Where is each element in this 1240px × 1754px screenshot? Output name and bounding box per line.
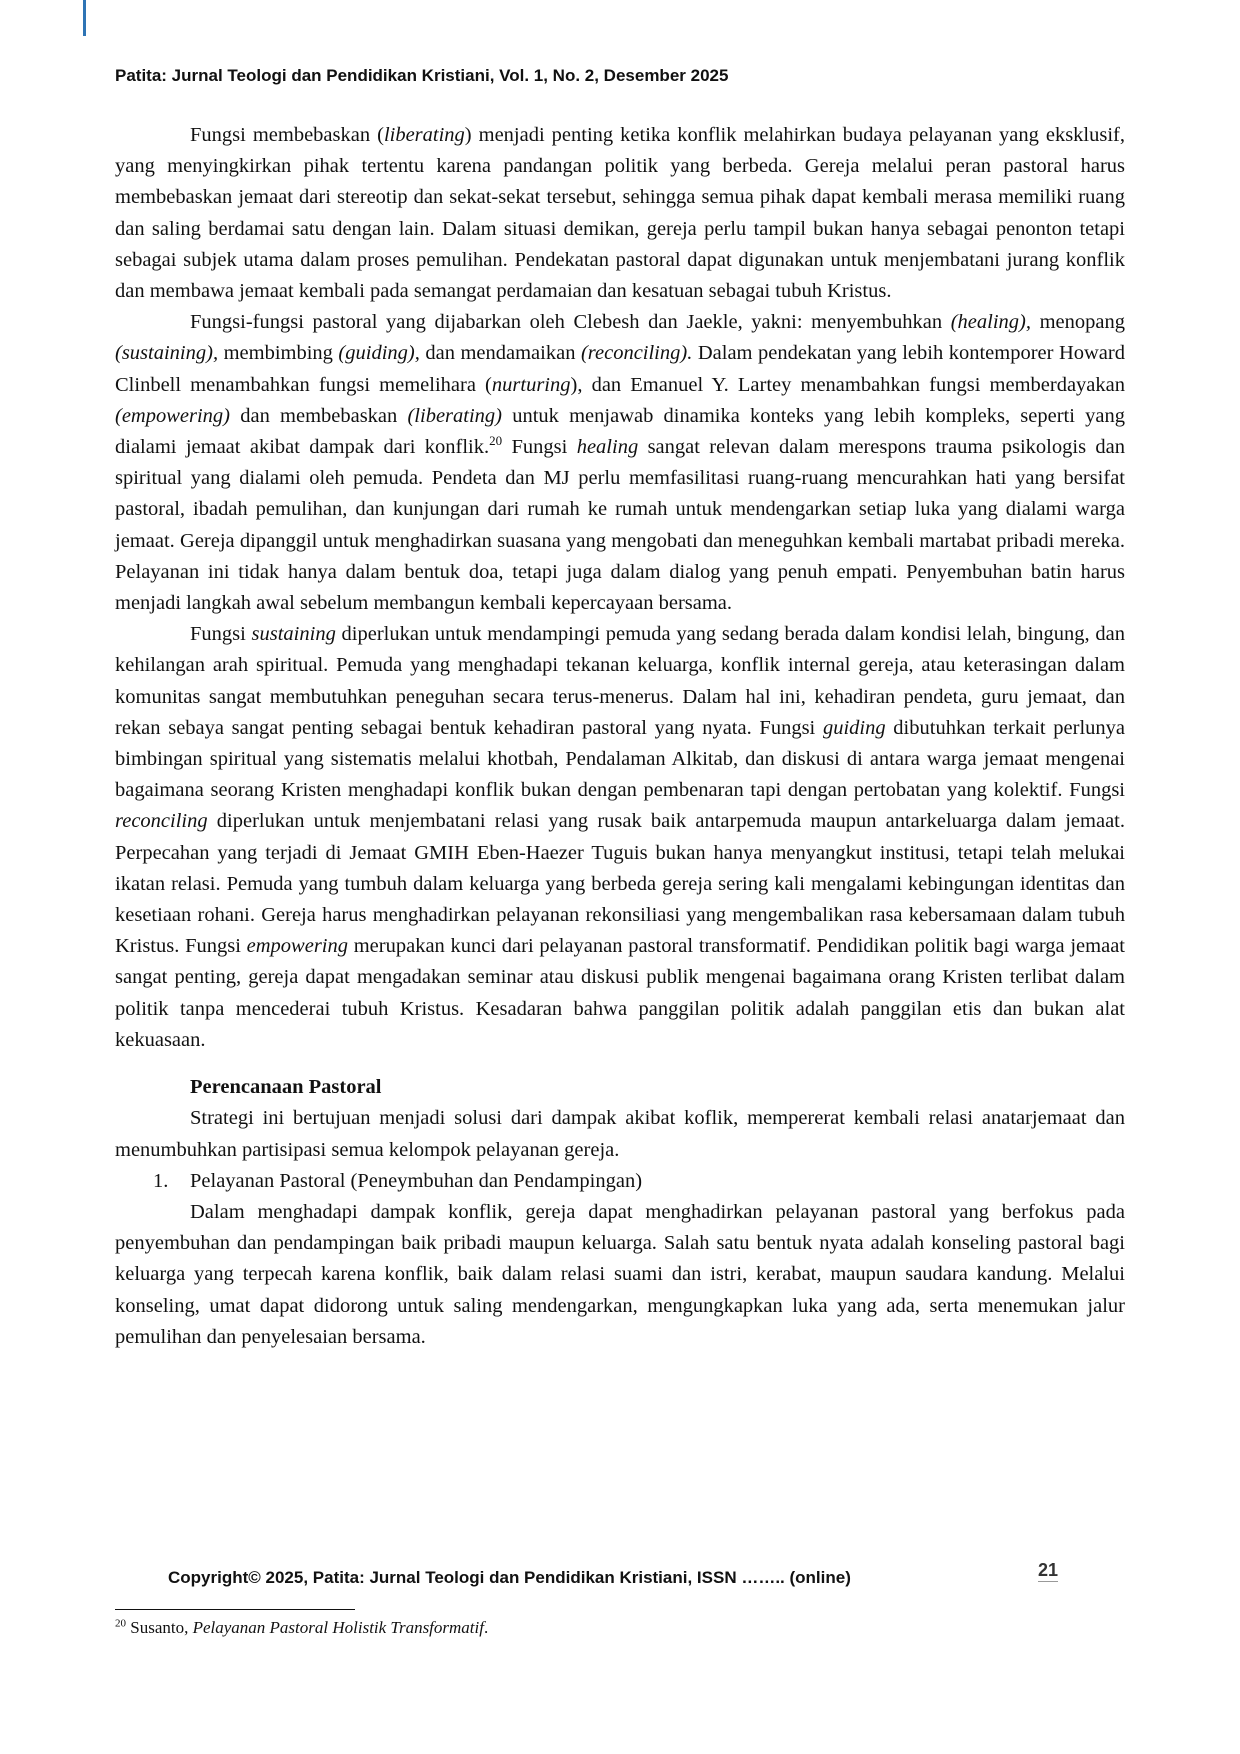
- article-body: [115, 120, 1125, 1353]
- list-text: Pelayanan Pastoral (Peneymbuhan dan Pendampingan): [190, 1169, 643, 1192]
- paragraph-strategy: Strategi ini bertujuan menjadi solusi dari dampak akibat koflik, mempererat kembali relasi anatarjemaat dan menumbuhkan partisipasi semua kelompok pelayanan gereja.: [115, 1107, 1125, 1161]
- paragraph-pastoral-functions: Fungsi-fungsi pastoral yang dijabarkan oleh Clebesh dan Jaekle, yakni: menyembuhkan (healing), menopang (sustaining), membimbing (guiding), dan mendamaikan (reconciling). Dalam pendekatan yang lebih kontemporer Howard Clinbell menambahkan fungsi memelihara (nurturing), dan Emanuel Y. Lartey menambahkan fungsi memberdayakan (empowering) dan membebaskan (liberating) untuk menjawab dinamika konteks yang lebih kompleks, seperti yang dialami jemaat akibat dampak dari konflik.$^{20}$ Fungsi healing sangat relevan dalam merespons trauma psikologis dan spiritual yang dialami oleh pemuda. Pendeta dan MJ perlu memfasilitasi ruang-ruang mencurahkan hati yang bersifat pastoral, ibadah pemulihan, dan kunjungan dari rumah ke rumah untuk mendengarkan setiap luka yang dialami warga jemaat. Gereja dipanggil untuk menghadirkan suasana yang mengobati dan meneguhkan kembali martabat pribadi mereka. Pelayanan ini tidak hanya dalam bentuk doa, tetapi juga dalam dialog yang penuh empati. Penyembuhan batin harus menjadi langkah awal sebelum membangun kembali kepercayaan bersama.: [115, 311, 1126, 615]
- header-accent-bar: [83, 0, 86, 36]
- paragraph-counseling: Dalam menghadapi dampak konflik, gereja dapat menghadirkan pelayanan pastoral yang berfokus pada penyembuhan dan pendampingan baik pribadi maupun keluarga. Salah satu bentuk nyata adalah konseling pastoral bagi keluarga yang terpecah karena konflik, baik dalam relasi suami dan istri, kerabat, maupun saudara kandung. Melalui konseling, umat dapat didorong untuk saling mendengarkan, mengungkapkan luka yang ada, serta menemukan jalur pemulihan dan penyelesaian bersama.: [115, 1200, 1125, 1348]
- list-number: 1.: [153, 1169, 169, 1192]
- footnote-title: Pelayanan Pastoral Holistik Transformatif: [192, 1618, 484, 1637]
- page-number: 21: [1038, 1560, 1059, 1580]
- running-header: Patita: Jurnal Teologi dan Pendidikan Kristiani, Vol. 1, No. 2, Desember 2025: [115, 66, 729, 85]
- footnote-rule: [115, 1609, 355, 1610]
- footnote: $^{20}$ Susanto, Pelayanan Pastoral Holistik Transformatif.: [115, 1617, 489, 1637]
- footnote-ref[interactable]: 20: [489, 433, 503, 449]
- section-heading: Perencanaan Pastoral: [190, 1076, 382, 1099]
- copyright-footer: Copyright© 2025, Patita: Jurnal Teologi dan Pendidikan Kristiani, ISSN …….. (online): [168, 1568, 851, 1587]
- paragraph-sustaining: Fungsi sustaining diperlukan untuk mendampingi pemuda yang sedang berada dalam kondisi lelah, bingung, dan kehilangan arah spiritual. Pemuda yang menghadapi tekanan keluarga, konflik internal gereja, atau keterasingan dalam komunitas sangat membutuhkan peneguhan secara terus-menerus. Dalam hal ini, kehadiran pendeta, guru jemaat, dan rekan sebaya sangat penting sebagai bentuk kehadiran pastoral yang nyata. Fungsi guiding dibutuhkan terkait perlunya bimbingan spiritual yang sistematis melalui khotbah, Pendalaman Alkitab, dan diskusi di antara warga jemaat mengenai bagaimana seorang Kristen menghadapi konflik bukan dengan pembenaran tapi dengan pertobatan yang kolektif. Fungsi reconciling diperlukan untuk menjembatani relasi yang rusak baik antarpemuda maupun antarkeluarga dalam jemaat. Perpecahan yang terjadi di Jemaat GMIH Eben-Haezer Tuguis bukan hanya menyangkut institusi, tetapi telah melukai ikatan relasi. Pemuda yang tumbuh dalam keluarga yang berbeda gereja sering kali mengalami kebingungan identitas dan kesetiaan rohani. Gereja harus menghadirkan pelayanan rekonsiliasi yang mengembalikan rasa kebersamaan dalam tubuh Kristus. Fungsi empowering merupakan kunci dari pelayanan pastoral transformatif. Pendidikan politik bagi warga jemaat sangat penting, gereja dapat mengadakan seminar atau diskusi publik mengenai bagaimana orang Kristen terlibat dalam politik tanpa mencederai tubuh Kristus. Kesadaran bahwa panggilan politik adalah panggilan etis dan bukan alat kekuasaan.: [115, 623, 1126, 1051]
- list-item: [115, 1166, 1125, 1197]
- footnote-number: 20: [115, 1617, 126, 1630]
- paragraph-liberating: Fungsi membebaskan (liberating) menjadi penting ketika konflik melahirkan budaya pelayanan yang eksklusif, yang menyingkirkan pihak tertentu karena pandangan politik yang berbeda. Gereja melalui peran pastoral harus membebaskan jemaat dari stereotip dan sekat-sekat tersebut, sehingga semua pihak dapat kembali merasa memiliki ruang dan saling berdamai satu dengan lain. Dalam situasi demikan, gereja perlu tampil bukan hanya sebagai penonton tetapi sebagai subjek utama dalam proses pemulihan. Pendekatan pastoral dapat digunakan untuk menjembatani jurang konflik dan membawa jemaat kembali pada semangat perdamaian dan kesatuan sebagai tubuh Kristus.: [115, 124, 1126, 303]
